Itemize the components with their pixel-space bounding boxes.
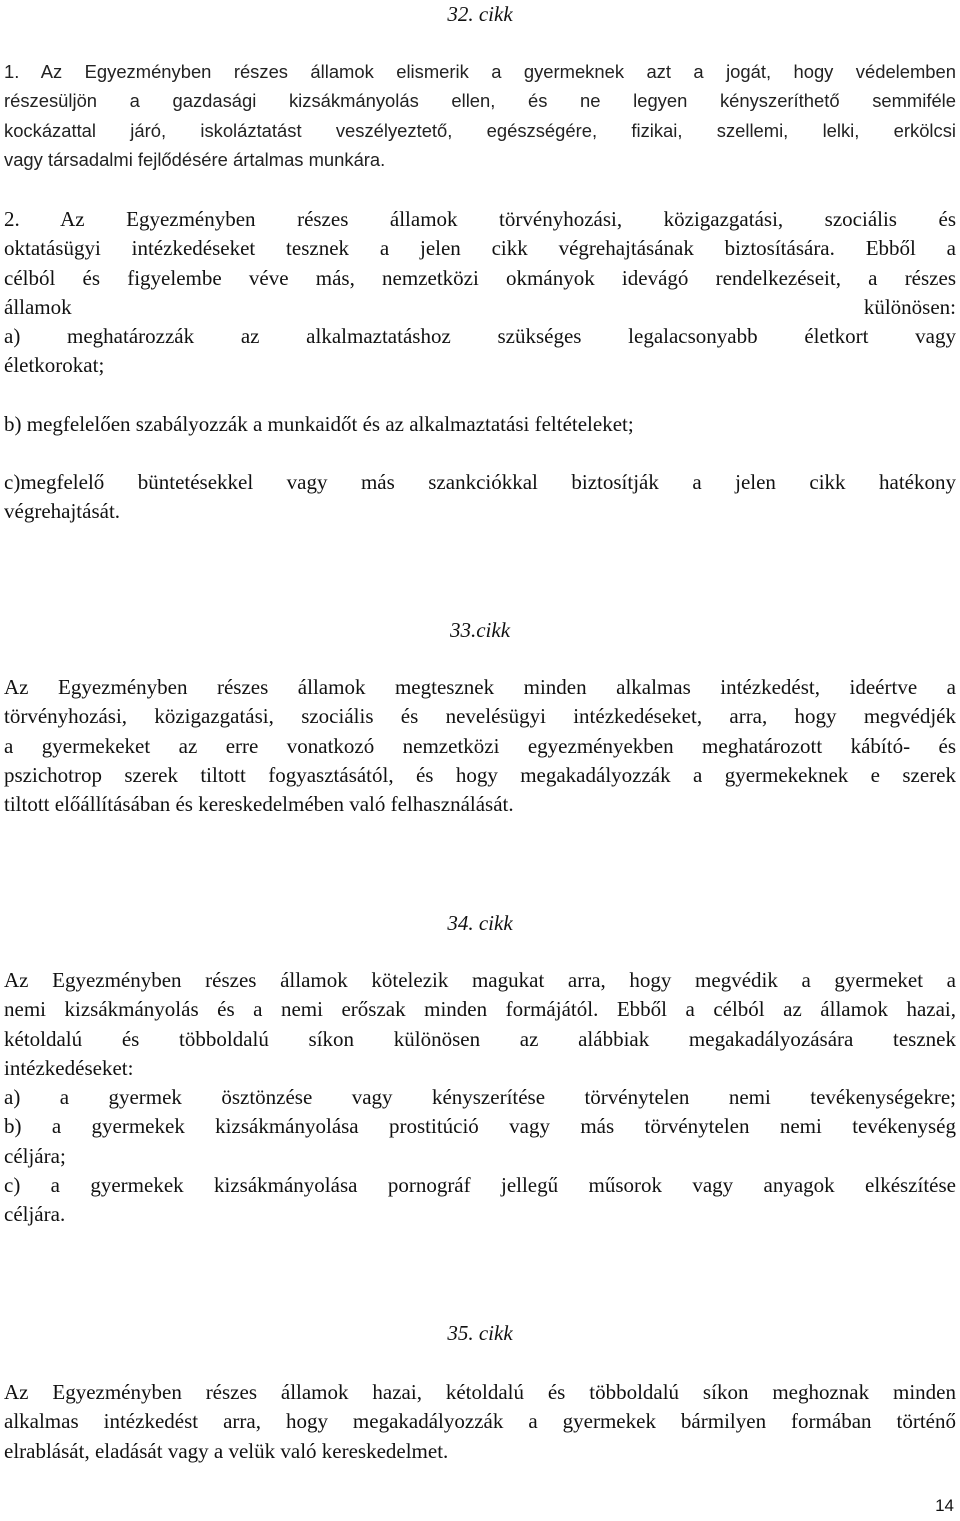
text-line: c)megfelelő büntetésekkel vagy más szankciókkal biztosítják a jelen cikk hatékony <box>4 470 956 494</box>
section-heading-33: 33.cikk <box>449 618 511 642</box>
section-heading-32: 32. cikk <box>447 2 513 26</box>
text-line: törvényhozási, közigazgatási, szociális és nevelésügyi intézkedéseket, arra, hogy megvédjék <box>4 704 956 729</box>
text-line: céljára; <box>4 1143 66 1168</box>
text-line: Az Egyezményben részes államok kötelezik magukat arra, hogy megvédik a gyermeket a <box>4 968 956 992</box>
paragraph-32-4 <box>4 468 956 527</box>
paragraph-34-1 <box>4 966 956 1230</box>
text-line: életkorokat; <box>4 353 105 378</box>
page-number: 14 <box>935 1496 954 1515</box>
text-line: részesüljön a gazdasági kizsákmányolás ellen, és ne legyen kényszeríthető semmiféle <box>4 90 956 112</box>
text-line: államok különösen: <box>4 294 956 319</box>
text-line: alkalmas intézkedést arra, hogy megakadályozzák a gyermekek bármilyen formában történő <box>4 1409 956 1434</box>
text-line: nemi kizsákmányolás és a nemi erőszak minden formájától. Ebből a célból az államok hazai, <box>4 997 956 1022</box>
text-line: intézkedéseket: <box>4 1055 134 1080</box>
text-line: kockázattal járó, iskoláztatást veszélyeztető, egészségére, fizikai, szellemi, lelki, erkölcsi <box>4 119 956 141</box>
text-line: oktatásügyi intézkedéseket tesznek a jelen cikk végrehajtásának biztosítására. Ebből a <box>4 236 956 261</box>
text-line: pszichotrop szerek tiltott fogyasztásától, és hogy megakadályozzák a gyermekeknek e szerek <box>4 762 956 787</box>
text-line: Az Egyezményben részes államok megtesznek minden alkalmas intézkedést, ideértve a <box>4 675 956 699</box>
text-line: vagy társadalmi fejlődésére ártalmas munkára. <box>4 148 386 170</box>
paragraph-32-2 <box>4 205 956 381</box>
text-line: Az Egyezményben részes államok hazai, kétoldalú és többoldalú síkon meghoznak minden <box>4 1380 956 1404</box>
text-line: tiltott előállításában és kereskedelmében való felhasználását. <box>4 792 514 817</box>
text-line: célból és figyelembe véve más, nemzetközi okmányok idevágó rendelkezéseit, a részes <box>4 265 956 290</box>
text-line: b) megfelelően szabályozzák a munkaidőt és az alkalmaztatási feltételeket; <box>4 412 634 436</box>
paragraph-32-3 <box>4 410 956 439</box>
text-line: b) a gyermekek kizsákmányolása prostitúció vagy más törvénytelen nemi tevékenység <box>4 1114 956 1139</box>
paragraph-32-1 <box>4 57 956 174</box>
text-line: a gyermekeket az erre vonatkozó nemzetközi egyezményekben meghatározott kábító- és <box>4 733 956 758</box>
paragraph-33-1 <box>4 673 956 819</box>
text-line: 1. Az Egyezményben részes államok elismerik a gyermeknek azt a jogát, hogy védelemben <box>4 61 956 82</box>
text-line: céljára. <box>4 1202 66 1227</box>
text-line: végrehajtását. <box>4 499 121 524</box>
text-line: a) meghatározzák az alkalmaztatáshoz szükséges legalacsonyabb életkort vagy <box>4 324 956 349</box>
section-heading-34: 34. cikk <box>447 911 513 935</box>
paragraph-35-1 <box>4 1378 956 1466</box>
text-line: a) a gyermek ösztönzése vagy kényszerítése törvénytelen nemi tevékenységekre; <box>4 1085 956 1110</box>
text-line: c) a gyermekek kizsákmányolása pornográf jellegű műsorok vagy anyagok elkészítése <box>4 1173 956 1198</box>
text-line: elrablását, eladását vagy a velük való kereskedelmet. <box>4 1438 449 1463</box>
text-line: kétoldalú és többoldalú síkon különösen az alábbiak megakadályozására tesznek <box>4 1026 956 1051</box>
section-heading-35: 35. cikk <box>447 1321 513 1345</box>
text-line: 2. Az Egyezményben részes államok törvényhozási, közigazgatási, szociális és <box>4 207 956 231</box>
